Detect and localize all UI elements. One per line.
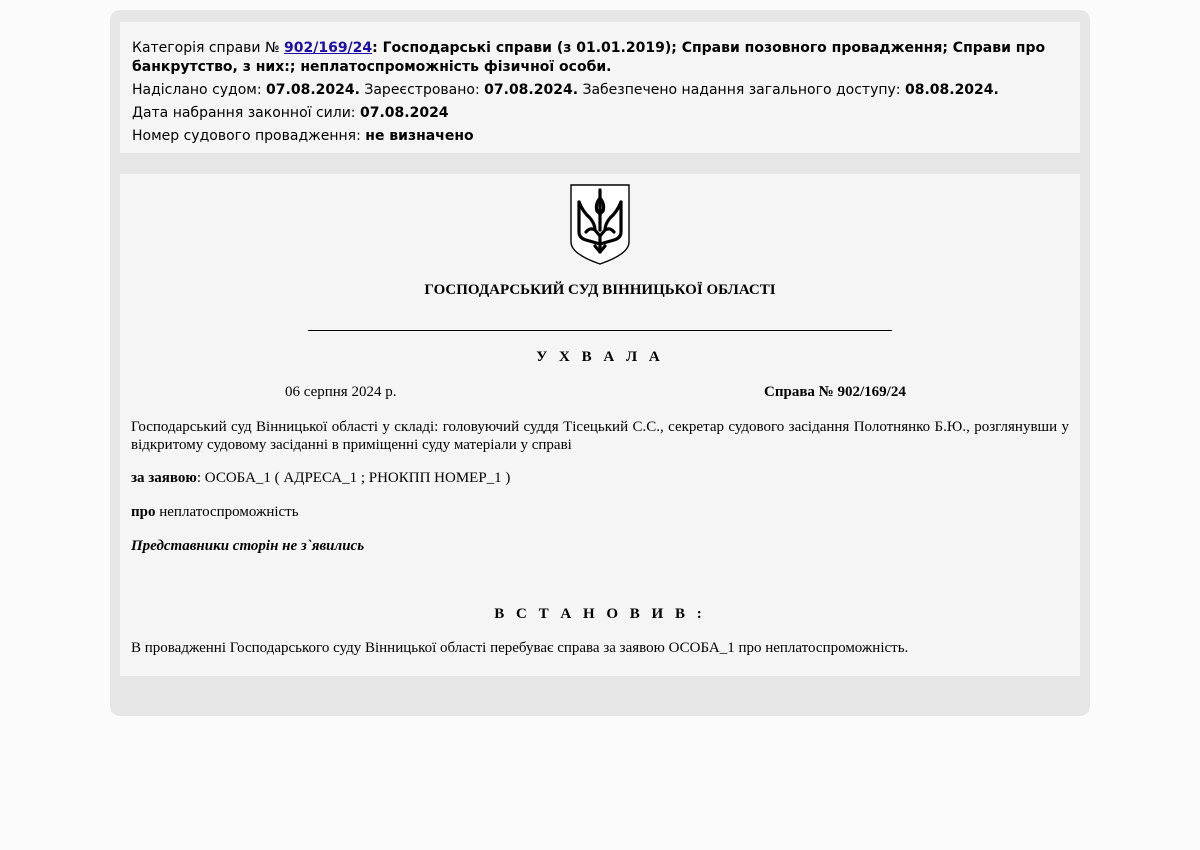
access-label: Забезпечено надання загального доступу: [582, 82, 901, 98]
ruling-date: 06 серпня 2024 р. [285, 384, 397, 400]
access-value: 08.08.2024. [904, 82, 999, 98]
sent-label: Надіслано судом: [132, 82, 262, 98]
effective-label: Дата набрання законної сили: [132, 105, 356, 121]
application-paragraph [131, 469, 1069, 487]
case-metadata-panel [120, 22, 1080, 153]
court-name-heading: ГОСПОДАРСЬКИЙ СУД ВІННИЦЬКОЇ ОБЛАСТІ [424, 282, 776, 298]
proceeding-label: Номер судового провадження: [132, 128, 361, 144]
page-frame [110, 10, 1090, 716]
horizontal-divider [308, 330, 892, 331]
case-number-link[interactable]: 902/169/24 [284, 40, 373, 56]
proceeding-value: не визначено [365, 128, 474, 144]
ukraine-trident-emblem-icon [570, 184, 630, 265]
finding-paragraph: В провадженні Господарського суду Вінницької області перебуває справа за заявою ОСОБА_1 про неплатоспроможність. [131, 640, 909, 656]
proceeding-number-row [132, 127, 1068, 146]
registered-value: 07.08.2024. [484, 82, 579, 98]
application-label: за заявою [131, 470, 197, 486]
case-category-row [132, 39, 1068, 77]
subject-text: неплатоспроможність [155, 504, 299, 520]
court-document [120, 174, 1080, 676]
application-text: : ОСОБА_1 ( АДРЕСА_1 ; РНОКПП НОМЕР_1 ) [196, 470, 511, 486]
category-text: : Господарські справи (з 01.01.2019); Справи позовного провадження; Справи про банкрутство, з них:; неплатоспроможність фізичної особи. [132, 40, 1046, 75]
dates-row [132, 81, 1068, 100]
established-heading: В С Т А Н О В И В : [494, 606, 706, 622]
subject-paragraph [131, 503, 1069, 521]
effective-value: 07.08.2024 [359, 105, 449, 121]
intro-paragraph: Господарський суд Вінницької області у складі: головуючий суддя Тісецький С.С., секретар судового засідання Полотнянко Б.Ю., розглянувши у відкритому судовому засіданні в приміщенні суду матеріали у справі [131, 419, 1069, 453]
document-type-title: У Х В А Л А [536, 349, 664, 365]
subject-label: про [131, 504, 156, 520]
sent-value: 07.08.2024. [266, 82, 360, 98]
registered-label: Зареєстровано: [364, 82, 480, 98]
case-number-heading: Справа № 902/169/24 [764, 384, 906, 400]
effective-date-row [132, 104, 1068, 123]
category-label: Категорія справи № [132, 40, 280, 56]
parties-note: Представники сторін не з`явились [131, 538, 365, 554]
